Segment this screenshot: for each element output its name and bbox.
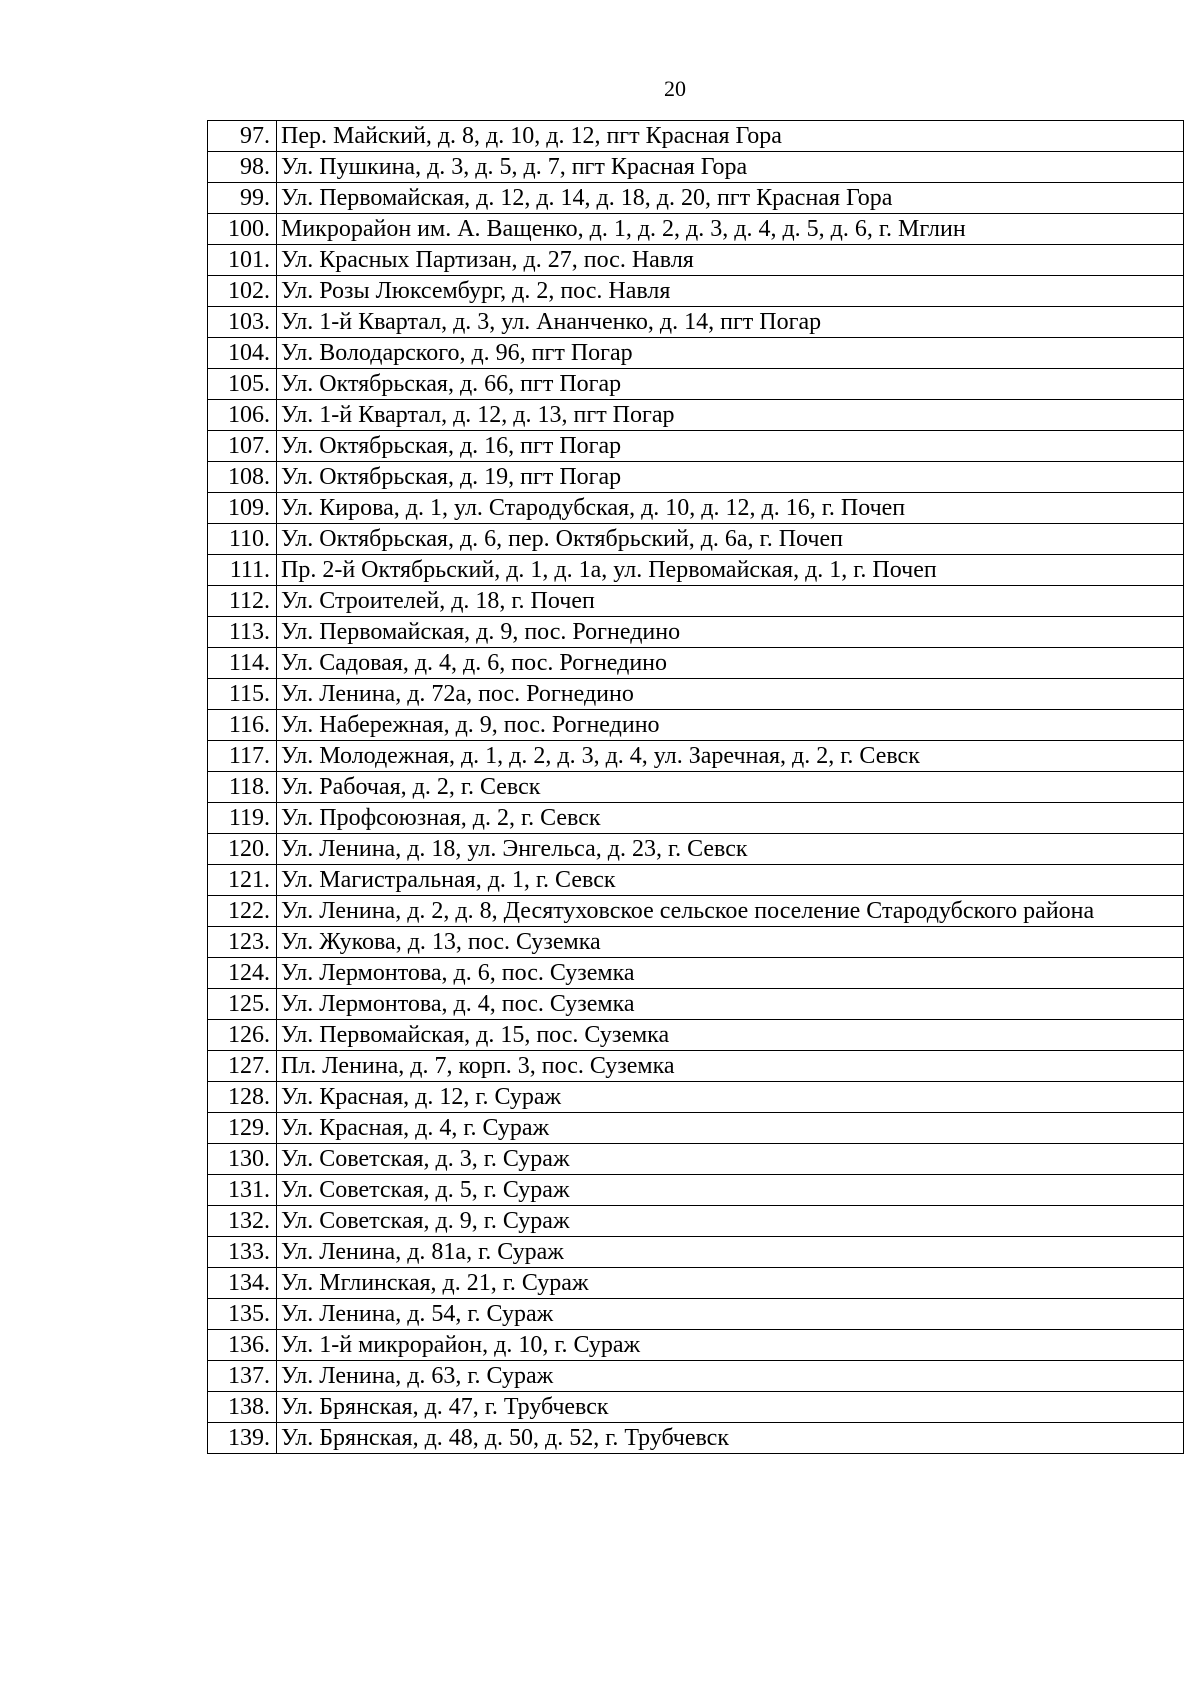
- table-row: [208, 710, 1184, 741]
- page-number: 20: [664, 76, 686, 101]
- row-address: Ул. Магистральная, д. 1, г. Севск: [277, 865, 1184, 896]
- row-number: 124.: [208, 958, 277, 989]
- row-number: 105.: [208, 369, 277, 400]
- row-number: 108.: [208, 462, 277, 493]
- table-row: [208, 741, 1184, 772]
- table-row: [208, 1361, 1184, 1392]
- row-address: Ул. Строителей, д. 18, г. Почеп: [277, 586, 1184, 617]
- table-row: [208, 1392, 1184, 1423]
- row-address: Ул. Первомайская, д. 9, пос. Рогнедино: [277, 617, 1184, 648]
- table-row: [208, 1299, 1184, 1330]
- row-address: Ул. Кирова, д. 1, ул. Стародубская, д. 10, д. 12, д. 16, г. Почеп: [277, 493, 1184, 524]
- table-row: [208, 1051, 1184, 1082]
- row-address: Ул. Советская, д. 5, г. Сураж: [277, 1175, 1184, 1206]
- table-row: [208, 214, 1184, 245]
- table-row: [208, 183, 1184, 214]
- table-row: [208, 1020, 1184, 1051]
- table-row: [208, 555, 1184, 586]
- row-address: Ул. Рабочая, д. 2, г. Севск: [277, 772, 1184, 803]
- row-address: Ул. Октябрьская, д. 66, пгт Погар: [277, 369, 1184, 400]
- row-number: 132.: [208, 1206, 277, 1237]
- row-address: Микрорайон им. А. Ващенко, д. 1, д. 2, д. 3, д. 4, д. 5, д. 6, г. Мглин: [277, 214, 1184, 245]
- table-row: [208, 1237, 1184, 1268]
- table-row: [208, 152, 1184, 183]
- table-row: [208, 772, 1184, 803]
- row-address: Ул. Профсоюзная, д. 2, г. Севск: [277, 803, 1184, 834]
- row-number: 137.: [208, 1361, 277, 1392]
- row-address: Ул. Ленина, д. 81а, г. Сураж: [277, 1237, 1184, 1268]
- table-row: [208, 927, 1184, 958]
- row-number: 98.: [208, 152, 277, 183]
- row-address: Ул. Жукова, д. 13, пос. Суземка: [277, 927, 1184, 958]
- row-address: Ул. Октябрьская, д. 19, пгт Погар: [277, 462, 1184, 493]
- table-row: [208, 865, 1184, 896]
- table-row: [208, 989, 1184, 1020]
- row-address: Ул. Набережная, д. 9, пос. Рогнедино: [277, 710, 1184, 741]
- table-row: [208, 1423, 1184, 1454]
- row-number: 99.: [208, 183, 277, 214]
- row-number: 100.: [208, 214, 277, 245]
- table-row: [208, 245, 1184, 276]
- row-number: 113.: [208, 617, 277, 648]
- row-address: Ул. Садовая, д. 4, д. 6, пос. Рогнедино: [277, 648, 1184, 679]
- row-number: 112.: [208, 586, 277, 617]
- row-number: 116.: [208, 710, 277, 741]
- table-row: [208, 896, 1184, 927]
- table-row: [208, 586, 1184, 617]
- row-number: 122.: [208, 896, 277, 927]
- row-address: Ул. Брянская, д. 47, г. Трубчевск: [277, 1392, 1184, 1423]
- row-address: Ул. Володарского, д. 96, пгт Погар: [277, 338, 1184, 369]
- row-address: Пер. Майский, д. 8, д. 10, д. 12, пгт Красная Гора: [277, 121, 1184, 152]
- table-row: [208, 617, 1184, 648]
- table-row: [208, 338, 1184, 369]
- row-address: Ул. Ленина, д. 2, д. 8, Десятуховское сельское поселение Стародубского района: [277, 896, 1184, 927]
- row-address: Ул. Молодежная, д. 1, д. 2, д. 3, д. 4, ул. Заречная, д. 2, г. Севск: [277, 741, 1184, 772]
- row-number: 111.: [208, 555, 277, 586]
- row-address: Ул. Красная, д. 12, г. Сураж: [277, 1082, 1184, 1113]
- row-address: Ул. Первомайская, д. 15, пос. Суземка: [277, 1020, 1184, 1051]
- row-number: 106.: [208, 400, 277, 431]
- table-row: [208, 1268, 1184, 1299]
- row-number: 114.: [208, 648, 277, 679]
- row-number: 127.: [208, 1051, 277, 1082]
- row-number: 109.: [208, 493, 277, 524]
- row-number: 120.: [208, 834, 277, 865]
- row-address: Ул. Первомайская, д. 12, д. 14, д. 18, д. 20, пгт Красная Гора: [277, 183, 1184, 214]
- row-address: Ул. Октябрьская, д. 16, пгт Погар: [277, 431, 1184, 462]
- row-number: 139.: [208, 1423, 277, 1454]
- row-number: 125.: [208, 989, 277, 1020]
- row-number: 134.: [208, 1268, 277, 1299]
- address-table-body: [208, 121, 1184, 1454]
- row-address: Ул. Советская, д. 3, г. Сураж: [277, 1144, 1184, 1175]
- table-row: [208, 400, 1184, 431]
- table-row: [208, 648, 1184, 679]
- row-address: Ул. Красная, д. 4, г. Сураж: [277, 1113, 1184, 1144]
- table-row: [208, 493, 1184, 524]
- table-row: [208, 307, 1184, 338]
- row-number: 118.: [208, 772, 277, 803]
- table-row: [208, 121, 1184, 152]
- table-row: [208, 524, 1184, 555]
- row-number: 97.: [208, 121, 277, 152]
- row-address: Ул. 1-й Квартал, д. 3, ул. Ананченко, д. 14, пгт Погар: [277, 307, 1184, 338]
- row-number: 103.: [208, 307, 277, 338]
- table-row: [208, 1330, 1184, 1361]
- row-number: 129.: [208, 1113, 277, 1144]
- row-number: 138.: [208, 1392, 277, 1423]
- row-address: Ул. Октябрьская, д. 6, пер. Октябрьский, д. 6а, г. Почеп: [277, 524, 1184, 555]
- row-address: Ул. 1-й микрорайон, д. 10, г. Сураж: [277, 1330, 1184, 1361]
- row-address: Ул. Ленина, д. 54, г. Сураж: [277, 1299, 1184, 1330]
- table-row: [208, 1206, 1184, 1237]
- row-number: 117.: [208, 741, 277, 772]
- row-number: 126.: [208, 1020, 277, 1051]
- row-number: 128.: [208, 1082, 277, 1113]
- table-row: [208, 1175, 1184, 1206]
- table-row: [208, 462, 1184, 493]
- table-row: [208, 958, 1184, 989]
- row-address: Ул. Лермонтова, д. 6, пос. Суземка: [277, 958, 1184, 989]
- table-row: [208, 1144, 1184, 1175]
- row-number: 130.: [208, 1144, 277, 1175]
- row-address: Ул. Мглинская, д. 21, г. Сураж: [277, 1268, 1184, 1299]
- row-address: Ул. Ленина, д. 63, г. Сураж: [277, 1361, 1184, 1392]
- row-number: 119.: [208, 803, 277, 834]
- table-row: [208, 834, 1184, 865]
- row-number: 121.: [208, 865, 277, 896]
- table-row: [208, 1113, 1184, 1144]
- row-address: Ул. Розы Люксембург, д. 2, пос. Навля: [277, 276, 1184, 307]
- row-address: Ул. Пушкина, д. 3, д. 5, д. 7, пгт Красная Гора: [277, 152, 1184, 183]
- table-row: [208, 276, 1184, 307]
- address-table: [207, 120, 1184, 1454]
- row-address: Пр. 2-й Октябрьский, д. 1, д. 1а, ул. Первомайская, д. 1, г. Почеп: [277, 555, 1184, 586]
- table-row: [208, 1082, 1184, 1113]
- row-number: 115.: [208, 679, 277, 710]
- row-number: 133.: [208, 1237, 277, 1268]
- row-number: 135.: [208, 1299, 277, 1330]
- table-row: [208, 803, 1184, 834]
- row-address: Ул. Красных Партизан, д. 27, пос. Навля: [277, 245, 1184, 276]
- row-address: Ул. Советская, д. 9, г. Сураж: [277, 1206, 1184, 1237]
- row-number: 110.: [208, 524, 277, 555]
- row-number: 107.: [208, 431, 277, 462]
- row-number: 101.: [208, 245, 277, 276]
- row-number: 104.: [208, 338, 277, 369]
- row-address: Ул. Ленина, д. 72а, пос. Рогнедино: [277, 679, 1184, 710]
- row-number: 131.: [208, 1175, 277, 1206]
- row-address: Пл. Ленина, д. 7, корп. 3, пос. Суземка: [277, 1051, 1184, 1082]
- table-row: [208, 369, 1184, 400]
- row-address: Ул. Ленина, д. 18, ул. Энгельса, д. 23, г. Севск: [277, 834, 1184, 865]
- table-row: [208, 679, 1184, 710]
- row-address: Ул. Лермонтова, д. 4, пос. Суземка: [277, 989, 1184, 1020]
- row-number: 136.: [208, 1330, 277, 1361]
- row-address: Ул. 1-й Квартал, д. 12, д. 13, пгт Погар: [277, 400, 1184, 431]
- table-row: [208, 431, 1184, 462]
- row-number: 123.: [208, 927, 277, 958]
- row-address: Ул. Брянская, д. 48, д. 50, д. 52, г. Трубчевск: [277, 1423, 1184, 1454]
- row-number: 102.: [208, 276, 277, 307]
